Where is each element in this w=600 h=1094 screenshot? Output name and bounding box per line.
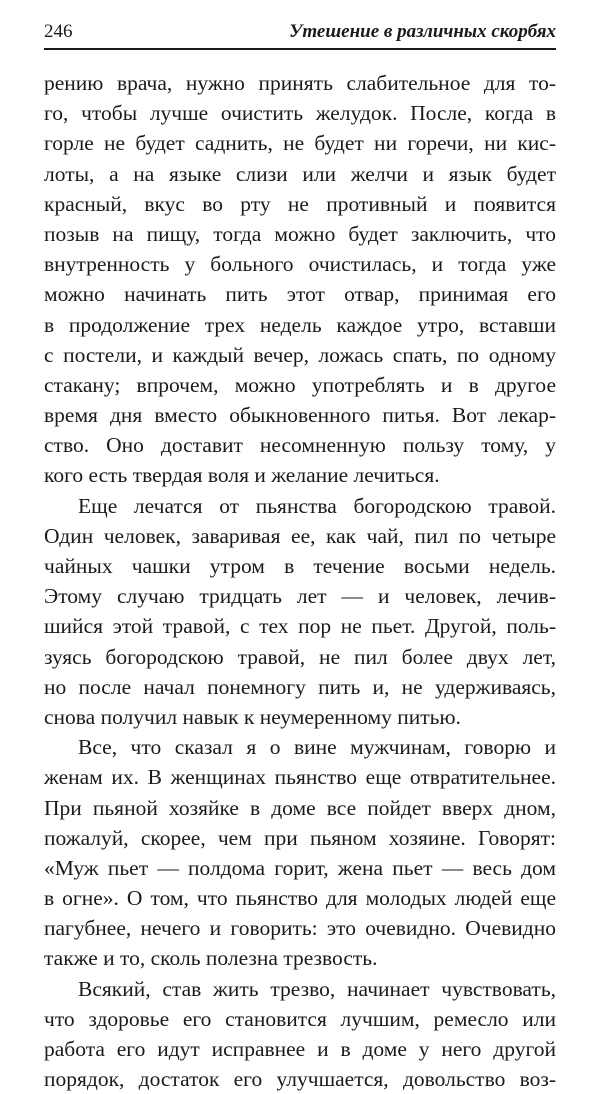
running-title: Утешение в различных скорбях — [289, 21, 556, 42]
text-line: Всякий, став жить трезво, начинает чувствовать, — [78, 976, 556, 1001]
text-line: чайных чашки утром в течение восьми недель. — [44, 554, 556, 578]
text-line: пагубнее, нечего и говорить: это очевидно. Очевидно — [44, 916, 556, 941]
text-line: рению врача, нужно принять слабительное для то- — [44, 71, 556, 95]
text-line: го, чтобы лучше очистить желудок. После, когда в — [44, 101, 556, 126]
page-number: 246 — [44, 21, 73, 42]
paragraph — [44, 68, 556, 491]
text-line: стакану; впрочем, можно употреблять и в другое — [44, 372, 556, 397]
text-line: что здоровье его становится лучшим, ремесло или — [44, 1006, 556, 1031]
text-line: пожалуй, скорее, чем при пьяном хозяине. Говорят: — [44, 825, 556, 850]
text-line: порядок, достаток его улучшается, довольство воз- — [44, 1067, 556, 1092]
text-line: ство. Оно доставит несомненную пользу тому, у — [44, 433, 556, 458]
text-line: в огне». О том, что пьянство для молодых людей еще — [44, 886, 556, 911]
text-line: снова получил навык к неумеренному питью. — [44, 704, 461, 729]
text-line: горле не будет саднить, не будет ни горечи, ни кис- — [44, 131, 556, 156]
body-text — [44, 68, 556, 1094]
text-line: Этому случаю тридцать лет — и человек, лечив- — [44, 584, 556, 609]
text-line: время дня вместо обыкновенного питья. Вот лекар- — [44, 403, 556, 428]
text-line: Все, что сказал я о вине мужчинам, говорю и — [78, 735, 556, 760]
text-line: также и то, сколь полезна трезвость. — [44, 946, 378, 971]
text-line: работа его идут исправнее и в доме у него другой — [44, 1037, 556, 1061]
text-line: кого есть твердая воля и желание лечиться. — [44, 463, 440, 488]
paragraph — [44, 732, 556, 974]
text-line: красный, вкус во рту не противный и появится — [44, 191, 556, 216]
text-line: При пьяной хозяйке в доме все пойдет вверх дном, — [44, 795, 556, 820]
text-line: «Муж пьет — полдома горит, жена пьет — весь дом — [44, 855, 556, 880]
text-line: Еще лечатся от пьянства богородскою травой. — [78, 493, 556, 518]
running-head — [44, 14, 556, 50]
text-line: позыв на пищу, тогда можно будет заключить, что — [44, 221, 556, 246]
text-line: Один человек, заваривая ее, как чай, пил по четыре — [44, 523, 556, 548]
text-line: женам их. В женщинах пьянство еще отвратительнее. — [44, 765, 556, 790]
text-line: с постели, и каждый вечер, ложась спать, по одному — [44, 342, 556, 367]
paragraph — [44, 974, 556, 1094]
text-line: можно начинать пить этот отвар, принимая его — [44, 282, 556, 307]
text-line: но после начал понемногу пить и, не удерживаясь, — [44, 674, 556, 699]
paragraph — [44, 491, 556, 733]
text-line: зуясь богородскою травой, не пил более двух лет, — [44, 644, 556, 669]
text-line: шийся этой травой, с тех пор не пьет. Другой, поль- — [44, 614, 556, 639]
text-line: внутренность у больного очистилась, и тогда уже — [44, 252, 556, 277]
text-line: лоты, а на языке слизи или желчи и язык будет — [44, 161, 556, 186]
text-line: в продолжение трех недель каждое утро, вставши — [44, 312, 556, 337]
